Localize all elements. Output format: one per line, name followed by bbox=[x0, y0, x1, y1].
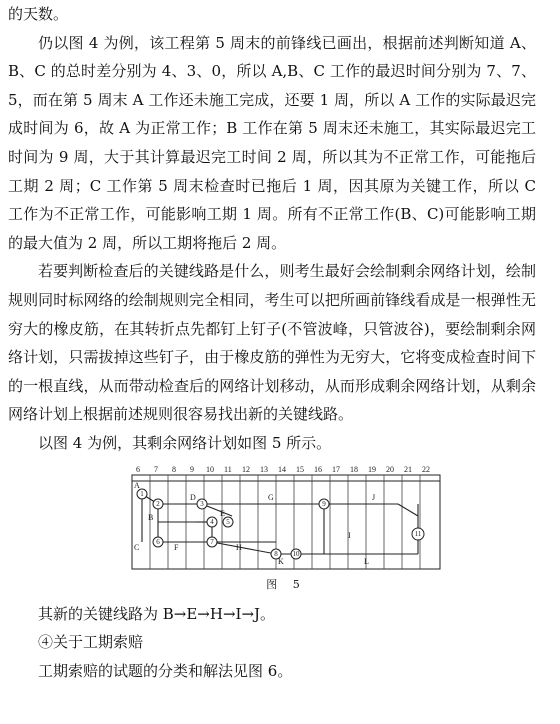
tick-label: 15 bbox=[296, 464, 304, 474]
tick-label: 20 bbox=[386, 464, 394, 474]
svg-text:1: 1 bbox=[140, 489, 144, 498]
svg-text:H: H bbox=[236, 542, 242, 552]
tick-label: 14 bbox=[278, 464, 286, 474]
svg-text:7: 7 bbox=[210, 537, 214, 546]
paragraph-example-analysis: 仍以图 4 为例，该工程第 5 周末的前锋线已画出，根据前述判断知道 A、B、C 的总时差分别为 4、3、0，所以 A,B、C 工作的最迟时间分别为 7、7、5，而在第 5 周末 A 工作还未施工完成，还要 1 周，所以 A 工作的实际最迟完成时间为 6，故 A 为正常工作；B 工作在第 5 周末还未施工，其实际最迟完工时间为 9 周，大于其计算最迟完工时间 2 周，所以其为不正常工作，可能拖后工期 2 周；C 工作第 5 周末检查时已拖后 1 周，因其原为关键工作，所以 C 工作为不正常工作，可能影响工期 1 周。所有不正常工作(B、C)可能影响工期的最大值为 2 周，所以工期将拖后 2 周。 bbox=[8, 33, 536, 252]
paragraph-figure-intro: 以图 4 为例，其剩余网络计划如图 5 所示。 bbox=[38, 433, 332, 452]
section-heading-schedule-claims: ④关于工期索赔 bbox=[38, 633, 144, 652]
figure-5 bbox=[128, 464, 444, 592]
svg-text:G: G bbox=[268, 492, 274, 502]
svg-text:I: I bbox=[348, 530, 351, 540]
tick-label: 16 bbox=[314, 464, 322, 474]
svg-text:E: E bbox=[220, 508, 225, 518]
svg-text:C: C bbox=[134, 542, 140, 552]
tick-label: 13 bbox=[260, 464, 268, 474]
activity-labels bbox=[134, 481, 375, 566]
tick-label: 7 bbox=[154, 464, 158, 474]
tick-label: 11 bbox=[224, 464, 232, 474]
network-diagram bbox=[128, 464, 444, 572]
svg-text:8: 8 bbox=[274, 549, 278, 558]
node-labels bbox=[140, 490, 422, 558]
svg-text:D: D bbox=[190, 492, 196, 502]
tick-label: 8 bbox=[172, 464, 176, 474]
svg-text:J: J bbox=[372, 492, 376, 502]
svg-text:4: 4 bbox=[210, 517, 214, 526]
svg-text:A: A bbox=[134, 480, 140, 490]
paragraph-claims-intro: 工期索赔的试题的分类和解法见图 6。 bbox=[38, 661, 293, 680]
svg-text:F: F bbox=[174, 542, 179, 552]
svg-text:5: 5 bbox=[226, 517, 230, 526]
activity-arrows bbox=[142, 494, 418, 554]
svg-text:3: 3 bbox=[200, 499, 204, 508]
paragraph-critical-path-method: 若要判断检查后的关键线路是什么，则考生最好会绘制剩余网络计划，绘制规则同时标网络的绘制规则完全相同，考生可以把所画前锋线看成是一根弹性无穷大的橡皮筋，在其转折点先都钉上钉子(不管波峰，只管波谷)，要绘制剩余网络计划，只需拔掉这些钉子，由于橡皮筋的弹性为无穷大，它将变成检查时间下的一根直线，从而带动检查后的网络计划移动，从而形成剩余网络计划，从剩余网络计划上根据前述规则很容易找出新的关键线路。 bbox=[8, 262, 536, 424]
svg-text:10: 10 bbox=[292, 549, 300, 558]
tick-label: 9 bbox=[190, 464, 194, 474]
svg-text:L: L bbox=[364, 556, 369, 566]
time-scale bbox=[136, 465, 430, 474]
svg-text:B: B bbox=[148, 512, 154, 522]
svg-text:11: 11 bbox=[414, 529, 422, 538]
paragraph-continuation: 的天数。 bbox=[8, 5, 69, 23]
svg-text:2: 2 bbox=[156, 499, 160, 508]
svg-text:6: 6 bbox=[156, 537, 160, 546]
svg-text:K: K bbox=[278, 556, 284, 566]
tick-label: 18 bbox=[350, 464, 358, 474]
paragraph-new-critical-path: 其新的关键线路为 B→E→H→I→J。 bbox=[38, 604, 276, 623]
tick-label: 6 bbox=[136, 464, 140, 474]
tick-label: 21 bbox=[404, 464, 412, 474]
tick-label: 10 bbox=[206, 464, 214, 474]
tick-label: 22 bbox=[422, 464, 430, 474]
tick-label: 17 bbox=[332, 464, 340, 474]
svg-text:9: 9 bbox=[322, 499, 326, 508]
tick-label: 12 bbox=[242, 464, 250, 474]
tick-label: 19 bbox=[368, 464, 376, 474]
node-circles bbox=[137, 489, 424, 559]
figure-caption: 图 5 bbox=[266, 577, 306, 591]
